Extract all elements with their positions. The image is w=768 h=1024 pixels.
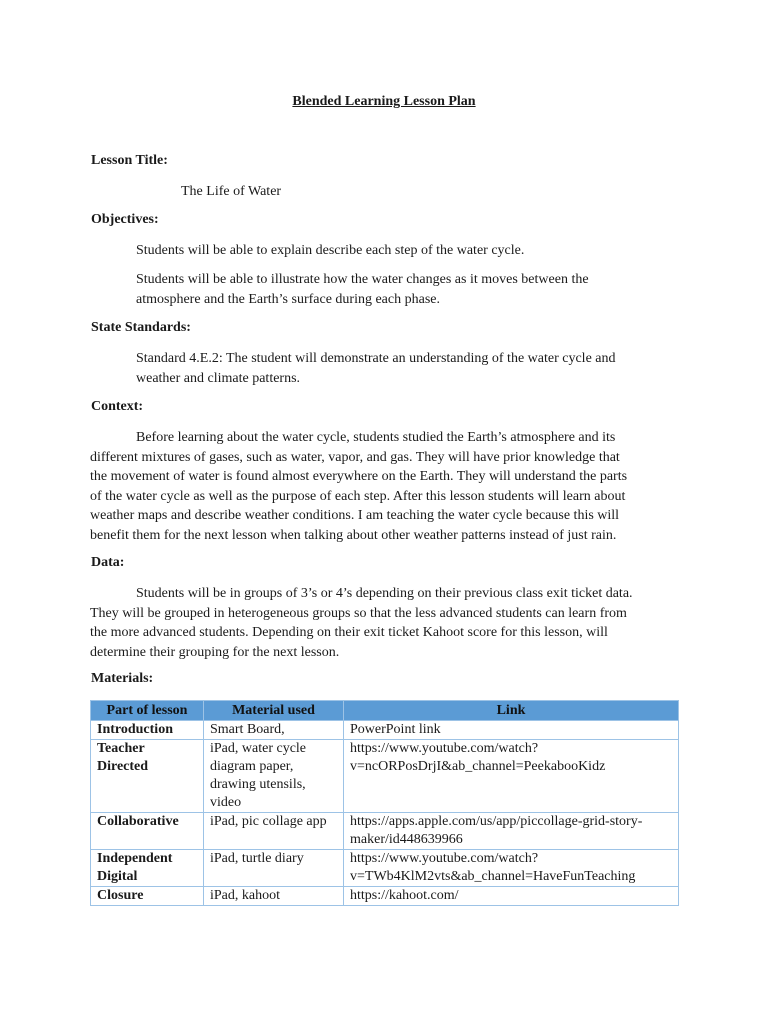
context-line: benefit them for the next lesson when talking about other weather patterns instead of just rain. [90,527,617,543]
header-part-of-lesson: Part of lesson [91,701,204,721]
materials-heading: Materials: [91,671,154,686]
header-material-used: Material used [204,701,344,721]
context-line: Before learning about the water cycle, students studied the Earth’s atmosphere and its [136,430,616,445]
context-line: different mixtures of gases, such as water, vapor, and gas. They will have prior knowledge that [90,449,620,465]
lesson-title-heading: Lesson Title: [91,153,168,168]
table-row [91,740,679,813]
standards-heading: State Standards: [91,320,191,335]
part-cell: Teacher Directed [91,740,204,813]
data-line: determine their grouping for the next lesson. [90,644,340,660]
part-cell: Independent Digital [91,850,204,887]
table-row [91,850,679,887]
header-link: Link [344,701,679,721]
table-header-row [91,701,679,721]
objective-1: Students will be able to explain describe each step of the water cycle. [136,243,525,258]
objectives-heading: Objectives: [91,212,159,227]
link-cell[interactable]: PowerPoint link [344,721,679,740]
part-cell: Closure [91,887,204,906]
material-cell: Smart Board, [204,721,344,740]
data-heading: Data: [91,555,125,570]
context-paragraph [90,428,690,545]
material-cell: iPad, pic collage app [204,813,344,850]
objective-2-line-1: Students will be able to illustrate how the water changes as it moves between the [136,272,589,287]
lesson-title-value: The Life of Water [181,184,282,199]
standard-line-2: weather and climate patterns. [136,371,301,386]
link-cell[interactable]: https://www.youtube.com/watch? v=TWb4KlM2vts&ab_channel=HaveFunTeaching [344,850,679,887]
table-row [91,887,679,906]
context-heading: Context: [91,399,144,414]
part-cell: Introduction [91,721,204,740]
objective-2-line-2: atmosphere and the Earth’s surface during each phase. [136,292,440,307]
context-line: the movement of water is found almost everywhere on the Earth. They will understand the parts [90,469,628,484]
context-line: of the water cycle as well as the purpose of each step. After this lesson students will learn about [90,488,626,504]
document-title: Blended Learning Lesson Plan [292,94,476,109]
table-row [91,721,679,740]
data-line: the more advanced students. Depending on their exit ticket Kahoot score for this lesson, will [90,625,608,640]
context-line: weather maps and describe weather conditions. I am teaching the water cycle because this will [90,508,620,523]
material-cell: iPad, water cycle diagram paper, drawing utensils, video [204,740,344,813]
data-line: Students will be in groups of 3’s or 4’s depending on their previous class exit ticket data. [136,586,633,601]
link-cell[interactable]: https://apps.apple.com/us/app/piccollage-grid-story- maker/id448639966 [344,813,679,850]
table-row [91,813,679,850]
material-cell: iPad, turtle diary [204,850,344,887]
standard-line-1: Standard 4.E.2: The student will demonstrate an understanding of the water cycle and [136,351,616,366]
link-cell[interactable]: https://www.youtube.com/watch? v=ncORPosDrjI&ab_channel=PeekabooKidz [344,740,679,813]
materials-table [90,700,679,906]
material-cell: iPad, kahoot [204,887,344,906]
part-cell: Collaborative [91,813,204,850]
data-paragraph [90,584,690,662]
data-line: They will be grouped in heterogeneous groups so that the less advanced students can learn from [90,605,627,621]
link-cell[interactable]: https://kahoot.com/ [344,887,679,906]
